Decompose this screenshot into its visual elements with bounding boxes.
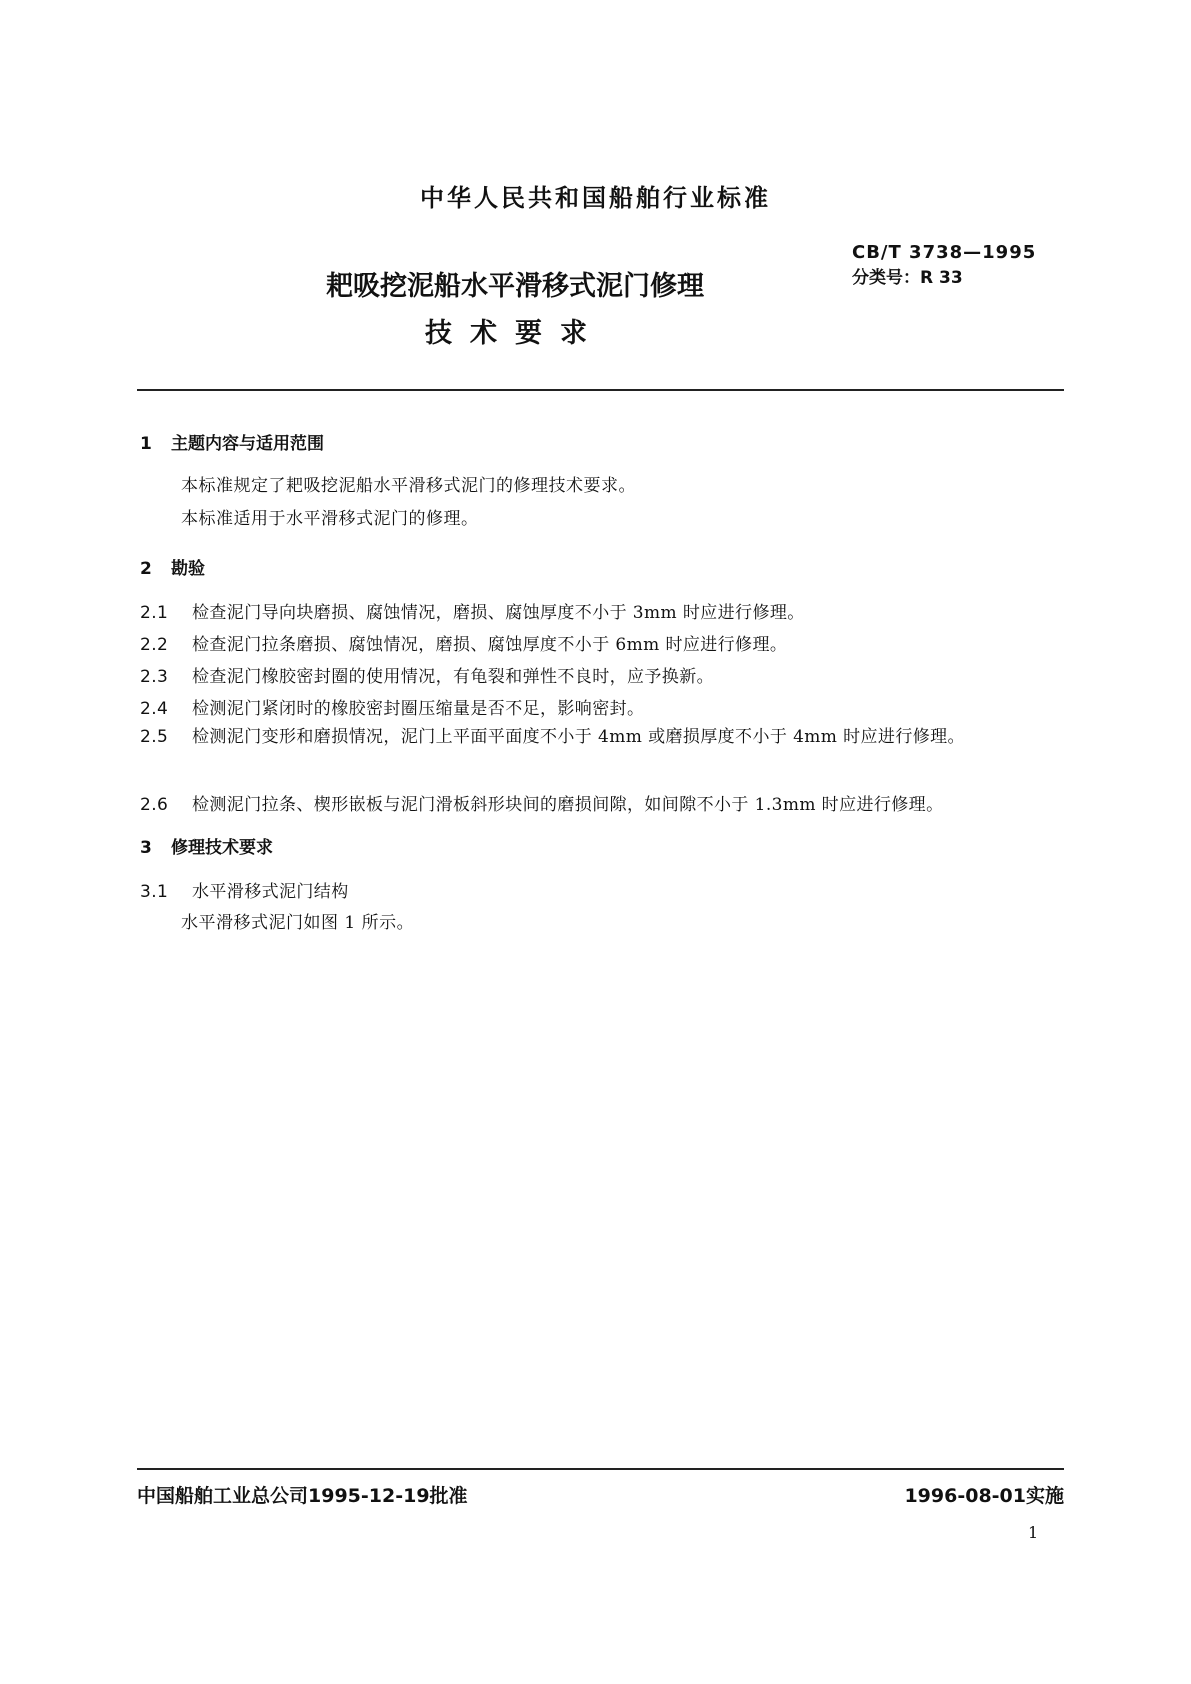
- clause-text: 检测泥门拉条、楔形嵌板与泥门滑板斜形块间的磨损间隙，如间隙不小于 1.3mm 时应进行修理。: [192, 795, 944, 815]
- clause-text: 检测泥门变形和磨损情况，泥门上平面平面度不小于 4mm 或磨损厚度不小于 4mm 时应进行修理。: [192, 727, 965, 747]
- industry-standard-title: 中华人民共和国船舶行业标准: [420, 184, 771, 212]
- section-1-heading: [140, 429, 324, 454]
- clause-number: 2.6: [140, 795, 169, 815]
- paragraph: 本标准适用于水平滑移式泥门的修理。: [181, 509, 479, 529]
- clause-2-1: [140, 598, 805, 623]
- clause-number: 2.3: [140, 667, 169, 687]
- header-divider: [137, 389, 1064, 391]
- standard-number: CB/T 3738—1995: [852, 242, 1037, 263]
- clause-2-2: [140, 630, 787, 655]
- document-subtitle: 技术要求: [425, 318, 605, 349]
- section-number: 1: [140, 434, 152, 454]
- clause-2-4: [140, 694, 644, 719]
- clause-2-6: [140, 790, 943, 815]
- clause-number: 2.1: [140, 603, 169, 623]
- clause-number: 3.1: [140, 882, 169, 902]
- classification-code: 分类号：R 33: [852, 268, 963, 288]
- section-2-heading: [140, 554, 205, 579]
- section-number: 2: [140, 559, 152, 579]
- section-3-heading: [140, 833, 273, 858]
- paragraph: 水平滑移式泥门如图 1 所示。: [181, 913, 415, 933]
- clause-text: 检查泥门导向块磨损、腐蚀情况，磨损、腐蚀厚度不小于 3mm 时应进行修理。: [192, 603, 805, 623]
- clause-2-5: [140, 722, 1064, 752]
- approval-line: 中国船舶工业总公司1995-12-19批准: [137, 1485, 468, 1507]
- clause-3-1: [140, 877, 349, 902]
- section-number: 3: [140, 838, 152, 858]
- section-title: 主题内容与适用范围: [171, 434, 324, 454]
- effective-date: 1996-08-01实施: [904, 1485, 1064, 1507]
- section-title: 修理技术要求: [171, 838, 273, 858]
- clause-text: 检查泥门拉条磨损、腐蚀情况，磨损、腐蚀厚度不小于 6mm 时应进行修理。: [192, 635, 788, 655]
- clause-number: 2.5: [140, 727, 169, 747]
- document-title: 耙吸挖泥船水平滑移式泥门修理: [326, 271, 704, 302]
- paragraph: 本标准规定了耙吸挖泥船水平滑移式泥门的修理技术要求。: [181, 476, 636, 496]
- clause-text: 检测泥门紧闭时的橡胶密封圈压缩量是否不足，影响密封。: [192, 699, 645, 719]
- clause-number: 2.4: [140, 699, 169, 719]
- clause-number: 2.2: [140, 635, 169, 655]
- clause-2-3: [140, 662, 714, 687]
- footer-divider: [137, 1468, 1064, 1470]
- section-title: 勘验: [171, 559, 205, 579]
- clause-text: 检查泥门橡胶密封圈的使用情况，有龟裂和弹性不良时，应予换新。: [192, 667, 714, 687]
- page-number: 1: [1028, 1523, 1039, 1542]
- clause-text: 水平滑移式泥门结构: [192, 882, 349, 902]
